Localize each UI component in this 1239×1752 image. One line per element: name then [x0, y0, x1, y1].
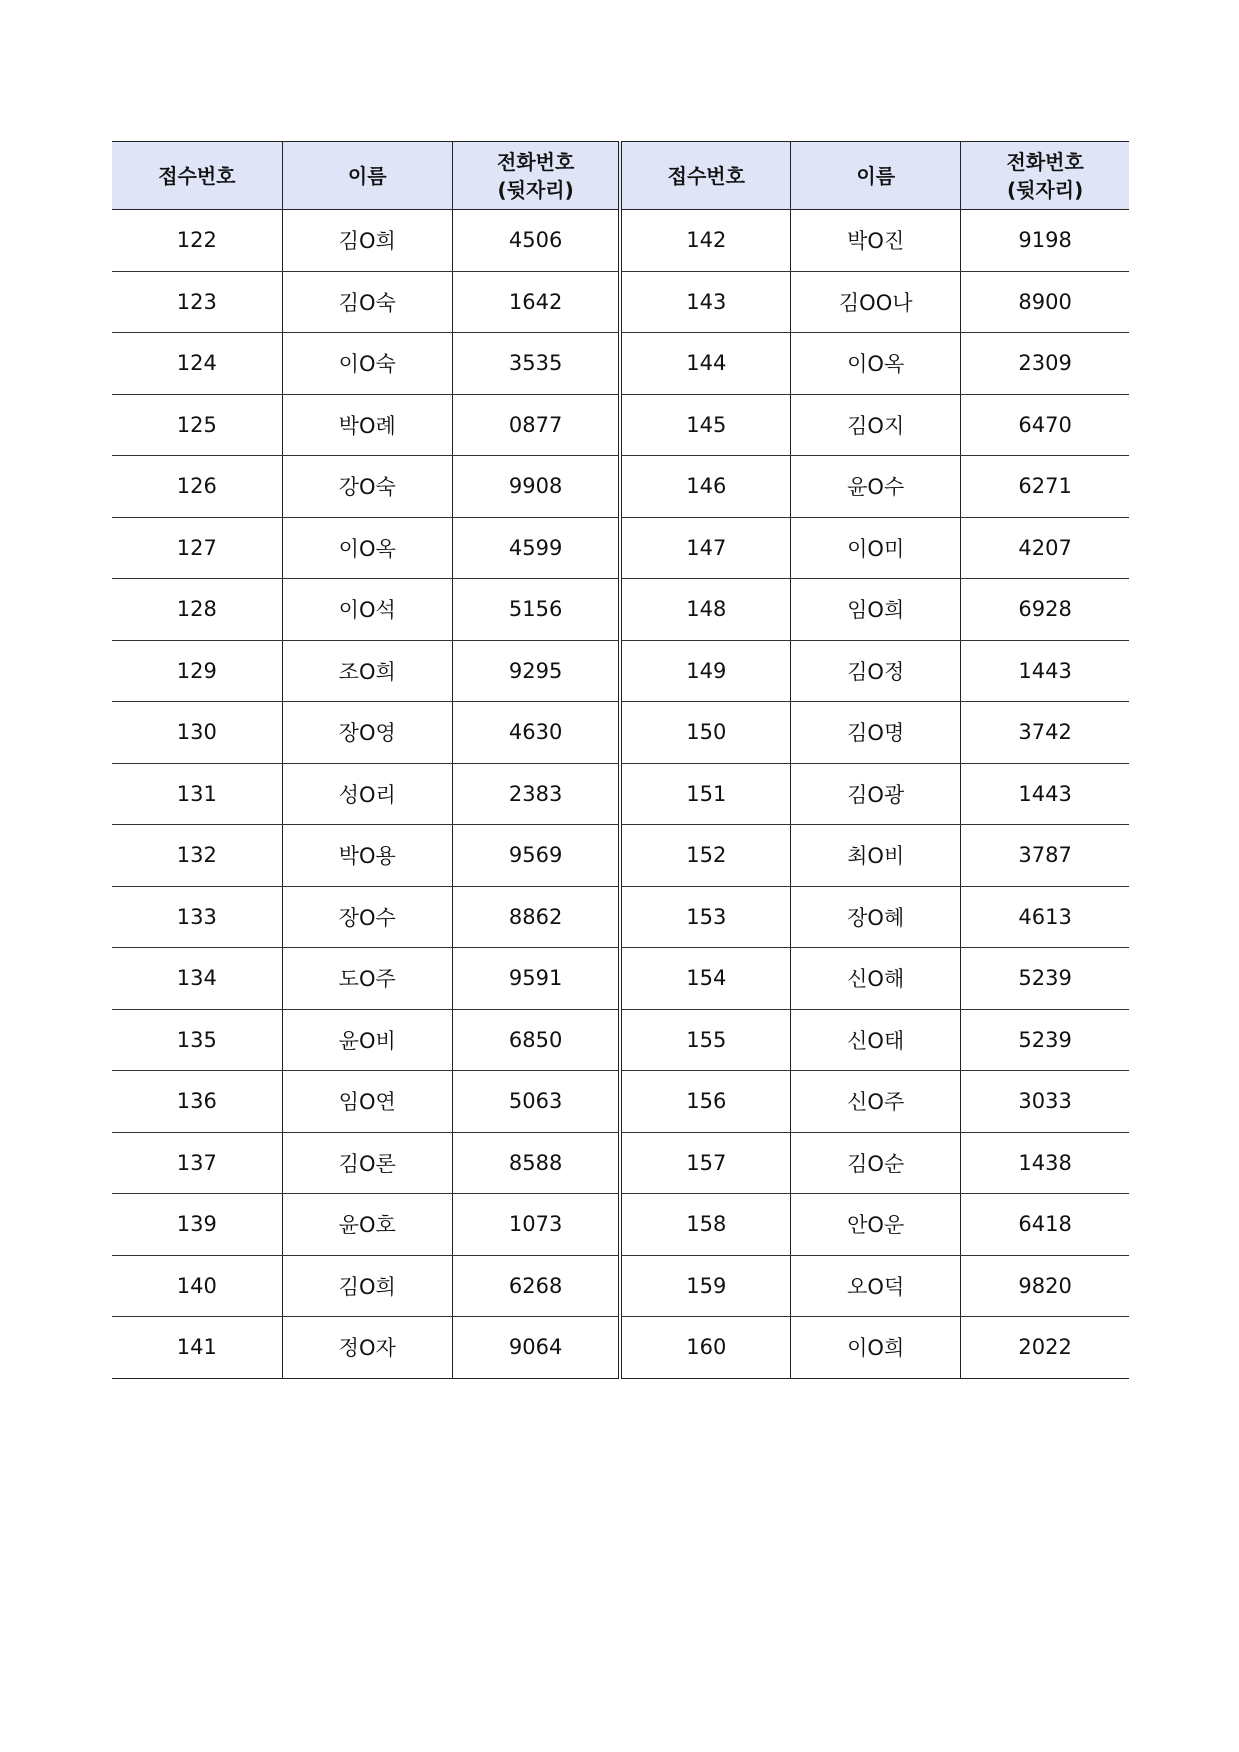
cell-phone-right: 3787 — [961, 825, 1129, 887]
table-header — [112, 142, 1129, 210]
table-row — [112, 702, 1129, 764]
cell-name-left: 정O자 — [282, 1317, 452, 1379]
cell-number-left: 131 — [112, 763, 282, 825]
cell-phone-left: 2383 — [452, 763, 620, 825]
cell-phone-right: 5239 — [961, 948, 1129, 1010]
table-row — [112, 1132, 1129, 1194]
cell-phone-right: 9820 — [961, 1255, 1129, 1317]
cell-number-left: 139 — [112, 1194, 282, 1256]
cell-phone-left: 9591 — [452, 948, 620, 1010]
cell-phone-left: 1073 — [452, 1194, 620, 1256]
header-row — [112, 142, 1129, 210]
header-phone-line2: (뒷자리) — [1007, 177, 1084, 202]
cell-name-right: 이O옥 — [791, 333, 961, 395]
table-row — [112, 333, 1129, 395]
cell-number-left: 122 — [112, 210, 282, 272]
table-row — [112, 886, 1129, 948]
header-number-right: 접수번호 — [620, 142, 790, 210]
table-row — [112, 394, 1129, 456]
cell-name-right: 장O혜 — [791, 886, 961, 948]
cell-number-right: 160 — [620, 1317, 790, 1379]
cell-name-right: 김OO나 — [791, 271, 961, 333]
header-phone-line2: (뒷자리) — [497, 177, 574, 202]
header-name-right: 이름 — [791, 142, 961, 210]
cell-phone-right: 1438 — [961, 1132, 1129, 1194]
cell-phone-right: 5239 — [961, 1009, 1129, 1071]
cell-name-left: 장O영 — [282, 702, 452, 764]
cell-phone-left: 5156 — [452, 579, 620, 641]
cell-name-right: 안O운 — [791, 1194, 961, 1256]
header-name-left: 이름 — [282, 142, 452, 210]
cell-phone-right: 9198 — [961, 210, 1129, 272]
cell-phone-left: 9908 — [452, 456, 620, 518]
cell-number-right: 152 — [620, 825, 790, 887]
cell-number-right: 148 — [620, 579, 790, 641]
header-phone-right — [961, 142, 1129, 210]
cell-name-left: 박O용 — [282, 825, 452, 887]
cell-number-right: 145 — [620, 394, 790, 456]
cell-phone-right: 6271 — [961, 456, 1129, 518]
cell-name-right: 신O태 — [791, 1009, 961, 1071]
cell-number-left: 126 — [112, 456, 282, 518]
cell-phone-left: 0877 — [452, 394, 620, 456]
table-row — [112, 271, 1129, 333]
cell-name-right: 김O광 — [791, 763, 961, 825]
cell-number-left: 135 — [112, 1009, 282, 1071]
table-row — [112, 640, 1129, 702]
cell-name-left: 강O숙 — [282, 456, 452, 518]
cell-number-right: 154 — [620, 948, 790, 1010]
header-number-left: 접수번호 — [112, 142, 282, 210]
cell-number-left: 124 — [112, 333, 282, 395]
table-row — [112, 210, 1129, 272]
cell-phone-left: 6268 — [452, 1255, 620, 1317]
table-row — [112, 517, 1129, 579]
cell-number-left: 125 — [112, 394, 282, 456]
cell-phone-right: 1443 — [961, 763, 1129, 825]
cell-phone-right: 6470 — [961, 394, 1129, 456]
cell-name-right: 신O해 — [791, 948, 961, 1010]
cell-name-left: 이O옥 — [282, 517, 452, 579]
cell-phone-left: 6850 — [452, 1009, 620, 1071]
cell-number-right: 147 — [620, 517, 790, 579]
cell-name-right: 오O덕 — [791, 1255, 961, 1317]
cell-number-left: 136 — [112, 1071, 282, 1133]
cell-number-left: 140 — [112, 1255, 282, 1317]
cell-number-right: 142 — [620, 210, 790, 272]
cell-phone-right: 3742 — [961, 702, 1129, 764]
cell-number-right: 150 — [620, 702, 790, 764]
cell-phone-left: 4630 — [452, 702, 620, 764]
table-row — [112, 763, 1129, 825]
table-row — [112, 1194, 1129, 1256]
table-row — [112, 1255, 1129, 1317]
cell-name-right: 이O희 — [791, 1317, 961, 1379]
table-row — [112, 579, 1129, 641]
cell-name-right: 최O비 — [791, 825, 961, 887]
cell-name-right: 김O명 — [791, 702, 961, 764]
cell-number-right: 144 — [620, 333, 790, 395]
cell-name-left: 김O론 — [282, 1132, 452, 1194]
cell-name-right: 이O미 — [791, 517, 961, 579]
cell-name-right: 임O희 — [791, 579, 961, 641]
cell-number-left: 134 — [112, 948, 282, 1010]
cell-number-left: 129 — [112, 640, 282, 702]
cell-number-right: 151 — [620, 763, 790, 825]
table-row — [112, 1071, 1129, 1133]
registration-table — [112, 141, 1129, 1379]
cell-name-left: 김O희 — [282, 1255, 452, 1317]
cell-phone-left: 4506 — [452, 210, 620, 272]
cell-number-left: 132 — [112, 825, 282, 887]
cell-name-right: 김O정 — [791, 640, 961, 702]
cell-phone-left: 5063 — [452, 1071, 620, 1133]
cell-name-right: 박O진 — [791, 210, 961, 272]
cell-number-right: 156 — [620, 1071, 790, 1133]
header-phone-line1: 전화번호 — [1006, 149, 1084, 174]
cell-phone-right: 1443 — [961, 640, 1129, 702]
cell-name-left: 도O주 — [282, 948, 452, 1010]
table-row — [112, 1317, 1129, 1379]
cell-phone-left: 9064 — [452, 1317, 620, 1379]
cell-number-left: 123 — [112, 271, 282, 333]
cell-phone-left: 4599 — [452, 517, 620, 579]
cell-phone-left: 3535 — [452, 333, 620, 395]
header-phone-left — [452, 142, 620, 210]
cell-number-left: 141 — [112, 1317, 282, 1379]
cell-name-right: 김O지 — [791, 394, 961, 456]
cell-number-left: 127 — [112, 517, 282, 579]
cell-phone-right: 4613 — [961, 886, 1129, 948]
cell-number-left: 133 — [112, 886, 282, 948]
cell-number-right: 157 — [620, 1132, 790, 1194]
cell-name-left: 장O수 — [282, 886, 452, 948]
cell-phone-right: 6418 — [961, 1194, 1129, 1256]
table-row — [112, 1009, 1129, 1071]
cell-number-left: 128 — [112, 579, 282, 641]
cell-name-left: 조O희 — [282, 640, 452, 702]
cell-phone-right: 8900 — [961, 271, 1129, 333]
cell-phone-right: 3033 — [961, 1071, 1129, 1133]
header-phone-line1: 전화번호 — [497, 149, 575, 174]
cell-phone-right: 6928 — [961, 579, 1129, 641]
cell-name-left: 임O연 — [282, 1071, 452, 1133]
cell-name-left: 이O석 — [282, 579, 452, 641]
cell-phone-left: 9569 — [452, 825, 620, 887]
cell-phone-right: 2309 — [961, 333, 1129, 395]
cell-number-right: 153 — [620, 886, 790, 948]
cell-number-right: 149 — [620, 640, 790, 702]
cell-phone-left: 8862 — [452, 886, 620, 948]
table-row — [112, 948, 1129, 1010]
cell-phone-right: 4207 — [961, 517, 1129, 579]
cell-name-left: 성O리 — [282, 763, 452, 825]
cell-name-left: 이O숙 — [282, 333, 452, 395]
cell-number-right: 146 — [620, 456, 790, 518]
cell-name-left: 윤O비 — [282, 1009, 452, 1071]
table-row — [112, 456, 1129, 518]
cell-phone-left: 9295 — [452, 640, 620, 702]
table-body — [112, 210, 1129, 1379]
cell-phone-left: 1642 — [452, 271, 620, 333]
cell-number-right: 155 — [620, 1009, 790, 1071]
cell-number-left: 137 — [112, 1132, 282, 1194]
cell-name-right: 신O주 — [791, 1071, 961, 1133]
table-row — [112, 825, 1129, 887]
cell-phone-left: 8588 — [452, 1132, 620, 1194]
cell-number-left: 130 — [112, 702, 282, 764]
cell-name-left: 박O례 — [282, 394, 452, 456]
cell-name-right: 윤O수 — [791, 456, 961, 518]
cell-name-left: 김O숙 — [282, 271, 452, 333]
cell-name-left: 김O희 — [282, 210, 452, 272]
cell-number-right: 159 — [620, 1255, 790, 1317]
cell-number-right: 158 — [620, 1194, 790, 1256]
cell-name-left: 윤O호 — [282, 1194, 452, 1256]
cell-phone-right: 2022 — [961, 1317, 1129, 1379]
cell-name-right: 김O순 — [791, 1132, 961, 1194]
cell-number-right: 143 — [620, 271, 790, 333]
